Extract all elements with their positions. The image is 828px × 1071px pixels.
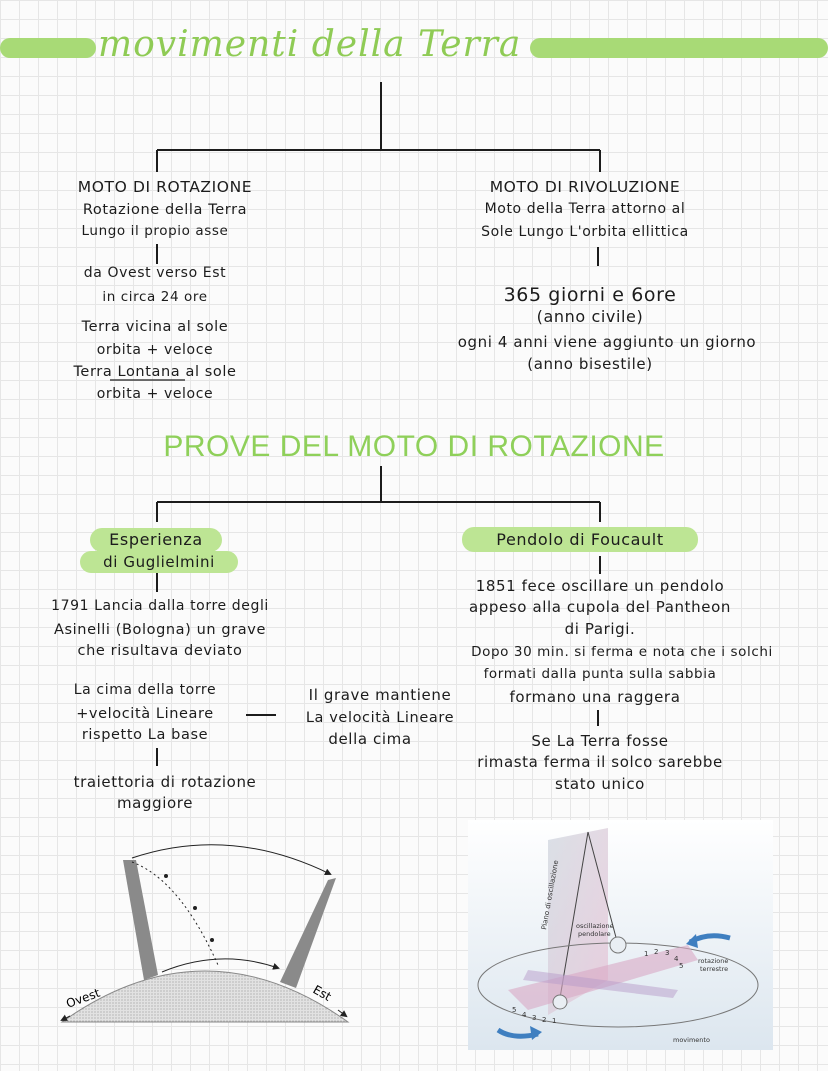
osc-label-1: oscillazione [576, 922, 614, 930]
num-bottom-4: 4 [522, 1011, 527, 1019]
num-top-1: 1 [644, 950, 649, 958]
revolution-civil-year: (anno civile) [536, 307, 644, 326]
proofs-heading: PROVE DEL MOTO DI ROTAZIONE [163, 430, 665, 463]
foucault-text-5: formati dalla punta sulla sabbia [483, 666, 717, 682]
movement-label: movimento [673, 1036, 710, 1044]
middle-note-2: La velocità Lineare [305, 710, 455, 726]
foucault-pill: Pendolo di Foucault [462, 527, 698, 552]
revolution-heading: MOTO DI RIVOLUZIONE [489, 178, 681, 196]
osc-label-2: pendolare [578, 930, 611, 938]
foucault-text-6: formano una raggera [509, 688, 681, 706]
guglielmini-pill-2: di Guglielmini [80, 551, 238, 573]
num-top-4: 4 [674, 955, 679, 963]
rotation-direction-2: in circa 24 ore [102, 289, 208, 305]
earth-surface [62, 971, 348, 1022]
foucault-text-3: di Parigi. [564, 620, 636, 638]
far-sun-2: orbita + veloce [96, 386, 214, 402]
num-top-5: 5 [679, 962, 684, 970]
middle-note-3: della cima [328, 730, 412, 748]
plane-label: Piano di oscillazione [540, 859, 561, 931]
rotation-direction-1: da Ovest verso Est [83, 265, 227, 281]
num-bottom-2: 2 [542, 1016, 547, 1024]
num-top-2: 2 [654, 948, 659, 956]
near-sun-1: Terra vicina al sole [81, 319, 229, 335]
num-bottom-3: 3 [532, 1014, 537, 1022]
tower-left [123, 860, 158, 980]
base-arc-arrow [162, 959, 278, 972]
page-title: movimenti della Terra [98, 24, 522, 65]
label-ovest: Ovest [64, 985, 102, 1011]
near-sun-2: orbita + veloce [96, 342, 214, 358]
far-sun-1: Terra Lontana al sole [73, 364, 237, 380]
trajectory-1: traiettoria di rotazione [73, 773, 257, 791]
foucault-still-2: rimasta ferma il solco sarebbe [477, 753, 723, 771]
foucault-still-1: Se La Terra fosse [531, 732, 669, 750]
foucault-text-2: appeso alla cupola del Pantheon [469, 598, 731, 616]
rotation-heading: MOTO DI ROTAZIONE [77, 178, 253, 196]
num-top-3: 3 [665, 949, 670, 957]
tower-top-1: La cima della torre [73, 682, 217, 698]
tower-top-3: rispetto La base [81, 727, 209, 743]
guglielmini-pill-1: Esperienza [90, 528, 222, 552]
foucault-still-3: stato unico [555, 775, 645, 793]
trajectory-2: maggiore [116, 794, 194, 812]
tower-right [280, 878, 336, 988]
leap-year-2: (anno bisestile) [527, 355, 653, 373]
revolution-days: 365 giorni e 6ore [503, 284, 677, 306]
foucault-text-4: Dopo 30 min. si ferma e nota che i solchi [471, 644, 773, 660]
guglielmini-text-1: 1791 Lancia dalla torre degli [51, 598, 269, 614]
label-est: Est [310, 982, 334, 1004]
rotation-label-1: rotazione [698, 957, 729, 965]
leap-year-1: ogni 4 anni viene aggiunto un giorno [457, 333, 757, 351]
revolution-desc-1: Moto della Terra attorno al [484, 201, 686, 217]
num-bottom-5: 5 [512, 1006, 517, 1014]
guglielmini-text-2: Asinelli (Bologna) un grave [54, 622, 266, 638]
middle-note-1: Il grave mantiene [308, 686, 452, 704]
top-arc-arrow [132, 845, 330, 874]
rotation-label-2: terrestre [700, 965, 729, 973]
foucault-text-1: 1851 fece oscillare un pendolo [475, 577, 725, 595]
tower-diagram [40, 840, 370, 1040]
revolution-desc-2: Sole Lungo L'orbita ellittica [481, 224, 689, 240]
guglielmini-text-3: che risultava deviato [77, 643, 243, 659]
foucault-diagram [468, 820, 773, 1050]
rotation-desc-1: Rotazione della Terra [82, 202, 248, 218]
tower-top-2: +velocità Lineare [76, 706, 214, 722]
num-bottom-1: 1 [552, 1017, 557, 1025]
rotation-desc-2: Lungo il propio asse [81, 223, 229, 239]
